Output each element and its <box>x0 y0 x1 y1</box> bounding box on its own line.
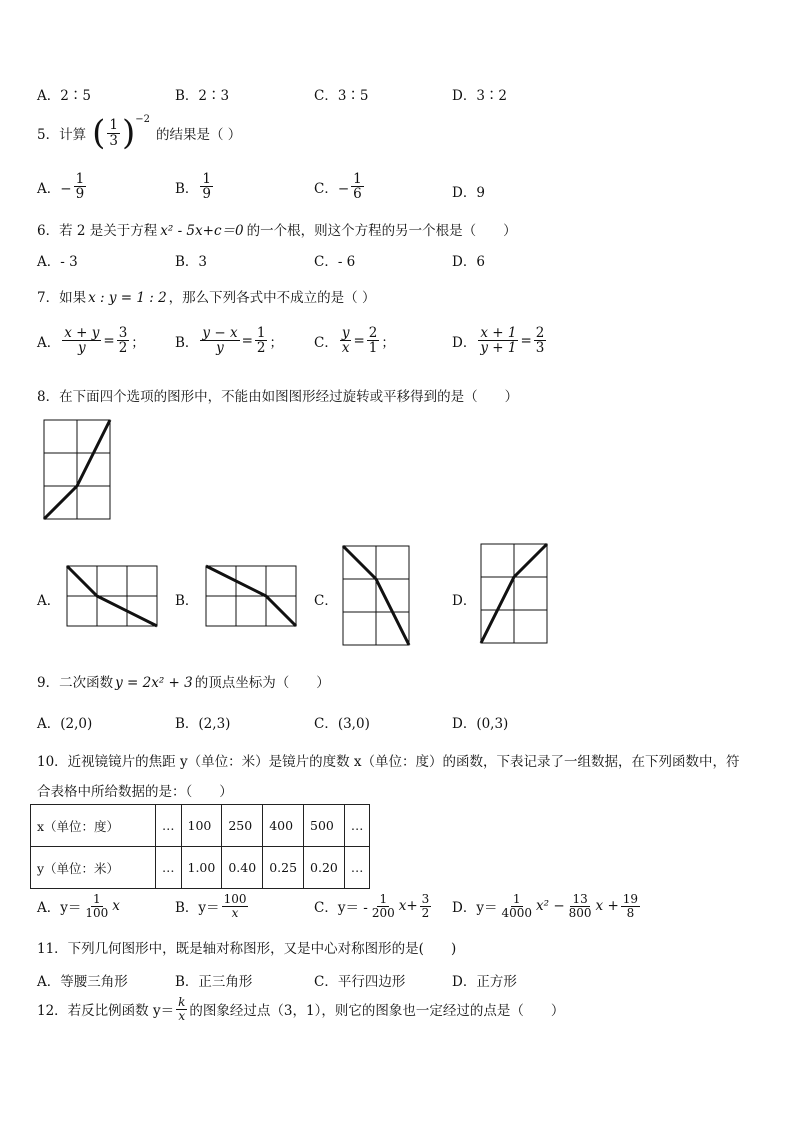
q5-option-c[interactable] <box>314 172 366 201</box>
q7-stem-a: 7．如果 <box>37 290 87 306</box>
q9-equation: y = 2x² + 3 <box>115 675 193 691</box>
q5-option-a-prefix: A．− <box>37 180 72 197</box>
q6-stem-b: 的一个根，则这个方程的另一个根是（ ） <box>246 223 517 239</box>
table-cell: 0.25 <box>263 847 304 889</box>
q10-option-b[interactable] <box>175 893 250 919</box>
q6-equation: x² - 5x+c＝0 <box>160 223 244 239</box>
q10-d-mid1: x² − <box>536 898 565 915</box>
q7-b-rden: 2 <box>256 340 266 357</box>
q12-stem-b: 的图象经过点（3，1），则它的图象也一定经过的点是（ ） <box>189 1003 565 1020</box>
q9-stem-a: 9．二次函数 <box>37 675 114 691</box>
q6-option-c[interactable]: C．- 6 <box>314 254 356 270</box>
q10-c-num2: 3 <box>421 892 430 906</box>
q8-option-b-figure[interactable] <box>206 566 296 626</box>
q6-stem-a: 6．若 2 是关于方程 <box>37 223 158 239</box>
q7-a-num: x + y <box>64 325 100 341</box>
q4-option-b[interactable]: B．2∶3 <box>175 88 230 104</box>
q10-a-tail: x <box>112 898 120 915</box>
q8-option-b[interactable]: B． <box>175 593 199 609</box>
q5-option-c-den: 6 <box>353 186 362 203</box>
q10-data-table <box>30 804 370 889</box>
q5-option-c-prefix: C．− <box>314 180 350 197</box>
q8-stem: 8．在下面四个选项的图形中，不能由如图图形经过旋转或平移得到的是（ ） <box>37 389 519 405</box>
q8-option-c-figure[interactable] <box>343 546 409 645</box>
q7-stem-b: ，那么下列各式中不成立的是（ ） <box>168 290 376 306</box>
q10-a-den: 100 <box>85 905 109 920</box>
q10-a-num: 1 <box>93 892 101 906</box>
q8-option-d[interactable]: D． <box>452 593 477 609</box>
table-cell: 0.40 <box>222 847 263 889</box>
q7-b-sep: ； <box>269 334 283 351</box>
q6-option-d[interactable]: D．6 <box>452 254 485 270</box>
q5-stem <box>37 113 242 153</box>
q5-option-a[interactable] <box>37 172 88 201</box>
q5-option-c-num: 1 <box>353 171 362 187</box>
q10-a-prefix: A．y＝ <box>37 900 82 917</box>
q10-b-den: x <box>231 905 239 920</box>
q7-option-c[interactable]: C． $\frac{y}{x}$ = $\frac{2}{1}$ ； <box>314 325 395 357</box>
q7-option-d[interactable]: D． $\frac{x + 1}{y + 1}$ = $\frac{2}{3}$ <box>452 325 545 357</box>
q7-option-b[interactable]: B． $\frac{y - x}{y}$ = $\frac{1}{2}$ ； <box>175 325 283 357</box>
table-cell: 500 <box>304 805 345 847</box>
q10-d-num1: 1 <box>512 892 521 906</box>
q11-stem: 11．下列几何图形中，既是轴对称图形，又是中心对称图形的是( ) <box>37 941 457 957</box>
q12-stem-a: 12．若反比例函数 y＝ <box>37 1003 175 1020</box>
q7-b-den: y <box>216 340 224 357</box>
q7-option-c-prefix: C． <box>314 334 338 351</box>
q5-exponent: −2 <box>135 114 150 125</box>
q10-d-den1: 4000 <box>501 905 532 920</box>
q7-option-d-prefix: D． <box>452 334 477 351</box>
q7-d-rden: 3 <box>535 340 545 357</box>
q7-a-sep: ； <box>131 334 145 351</box>
q10-d-num3: 19 <box>622 892 639 906</box>
q9-option-d[interactable]: D．(0,3) <box>452 716 509 732</box>
q8-option-d-figure[interactable] <box>481 544 547 643</box>
q8-option-a[interactable]: A． <box>37 593 61 609</box>
table-cell: 250 <box>222 805 263 847</box>
q10-option-a[interactable] <box>37 893 120 919</box>
q10-c-mid: x+ <box>398 898 418 915</box>
q9-stem-b: 的顶点坐标为（ ） <box>194 675 330 691</box>
q7-a-rnum: 3 <box>118 325 128 341</box>
q7-b-num: y − x <box>202 325 238 341</box>
q9-option-b[interactable]: B．(2,3) <box>175 716 231 732</box>
q9-option-c[interactable]: C．(3,0) <box>314 716 370 732</box>
q5-option-b-den: 9 <box>202 186 212 203</box>
q10-d-den2: 800 <box>568 905 592 920</box>
q7-c-sep: ； <box>381 334 395 351</box>
q11-option-d[interactable]: D．正方形 <box>452 974 517 990</box>
q4-option-c[interactable]: C．3∶5 <box>314 88 369 104</box>
q11-option-c[interactable]: C．平行四边形 <box>314 974 406 990</box>
q12-x: x <box>178 1008 186 1023</box>
table-cell: … <box>344 847 370 889</box>
q10-d-num2: 13 <box>572 892 588 906</box>
q10-c-den1: 200 <box>371 905 395 920</box>
q5-number: 5． <box>37 127 60 143</box>
q10-b-num: 100 <box>223 892 247 906</box>
q10-c-num1: 1 <box>379 892 388 906</box>
q7-option-a-prefix: A． <box>37 334 61 351</box>
q5-option-b-prefix: B． <box>175 180 199 197</box>
q7-d-den: y + 1 <box>480 340 517 357</box>
q10-d-mid2: x + <box>595 898 619 915</box>
table-cell: 400 <box>263 805 304 847</box>
q5-option-b[interactable] <box>175 172 215 201</box>
q7-b-rnum: 1 <box>256 325 266 341</box>
q8-option-a-figure[interactable] <box>67 566 157 626</box>
q11-option-b[interactable]: B．正三角形 <box>175 974 253 990</box>
q4-option-d[interactable]: D．3∶2 <box>452 88 508 104</box>
table-cell: x（单位：度） <box>31 805 156 847</box>
table-cell: … <box>156 805 182 847</box>
q7-option-a[interactable]: A． $\frac{x + y}{y}$ = $\frac{3}{2}$ ； <box>37 325 145 357</box>
q9-option-a[interactable]: A．(2,0) <box>37 716 93 732</box>
q8-reference-figure <box>44 420 110 519</box>
q5-option-a-num: 1 <box>75 171 85 187</box>
table-cell: … <box>344 805 370 847</box>
q5-power-expression: ( $\frac{1}{3}$ ) $^{-2}$ <box>92 113 150 153</box>
q10-c-den2: 2 <box>421 905 430 920</box>
q10-d-den3: 8 <box>626 905 635 920</box>
table-row <box>31 847 370 889</box>
q10-c-prefix: C．y＝ - <box>314 900 368 917</box>
table-cell: … <box>156 847 182 889</box>
q10-option-c[interactable] <box>314 893 433 919</box>
q7-a-den: y <box>78 340 86 357</box>
q10-stem-line1: 10．近视镜镜片的焦距 y（单位：米）是镜片的度数 x（单位：度）的函数，下表记录了一组数据，在下列函数中，符 <box>37 754 740 770</box>
q7-d-num: x + 1 <box>480 325 517 341</box>
q6-option-a[interactable]: A．- 3 <box>37 254 78 270</box>
q7-d-rnum: 2 <box>535 325 545 341</box>
q10-d-prefix: D．y＝ <box>452 900 498 917</box>
q8-option-c[interactable]: C． <box>314 593 338 609</box>
q7-a-rden: 2 <box>118 340 128 357</box>
q5-text-before: 计算 <box>59 127 87 143</box>
q10-option-d[interactable] <box>452 893 642 919</box>
table-cell: y（单位：米） <box>31 847 156 889</box>
q7-option-b-prefix: B． <box>175 334 199 351</box>
q6-option-b[interactable]: B．3 <box>175 254 208 270</box>
q6-stem <box>37 219 517 239</box>
q5-option-d[interactable]: D．9 <box>452 185 485 201</box>
table-cell: 0.20 <box>304 847 345 889</box>
q7-c-num: y <box>341 325 350 341</box>
q12-k: k <box>178 995 186 1009</box>
q7-stem <box>37 286 375 306</box>
q7-c-den: x <box>341 340 350 357</box>
q7-c-rden: 1 <box>368 340 378 357</box>
q4-option-a[interactable]: A．2∶5 <box>37 88 91 104</box>
table-cell: 1.00 <box>181 847 222 889</box>
q5-option-b-num: 1 <box>202 171 212 187</box>
table-cell: 100 <box>181 805 222 847</box>
q9-stem <box>37 671 330 691</box>
q7-equation: x : y = 1 : 2 <box>88 290 167 306</box>
q5-option-a-den: 9 <box>75 186 85 203</box>
q5-base-den: 3 <box>109 132 118 149</box>
q10-stem-line2: 合表格中所给数据的是：（ ） <box>37 784 233 800</box>
q11-option-a[interactable]: A．等腰三角形 <box>37 974 128 990</box>
q12-stem <box>37 996 564 1022</box>
q5-base-num: 1 <box>109 117 118 134</box>
q5-text-after: 的结果是（ ） <box>155 127 242 143</box>
q10-b-prefix: B．y＝ <box>175 900 220 917</box>
q7-c-rnum: 2 <box>368 325 378 341</box>
table-row <box>31 805 370 847</box>
